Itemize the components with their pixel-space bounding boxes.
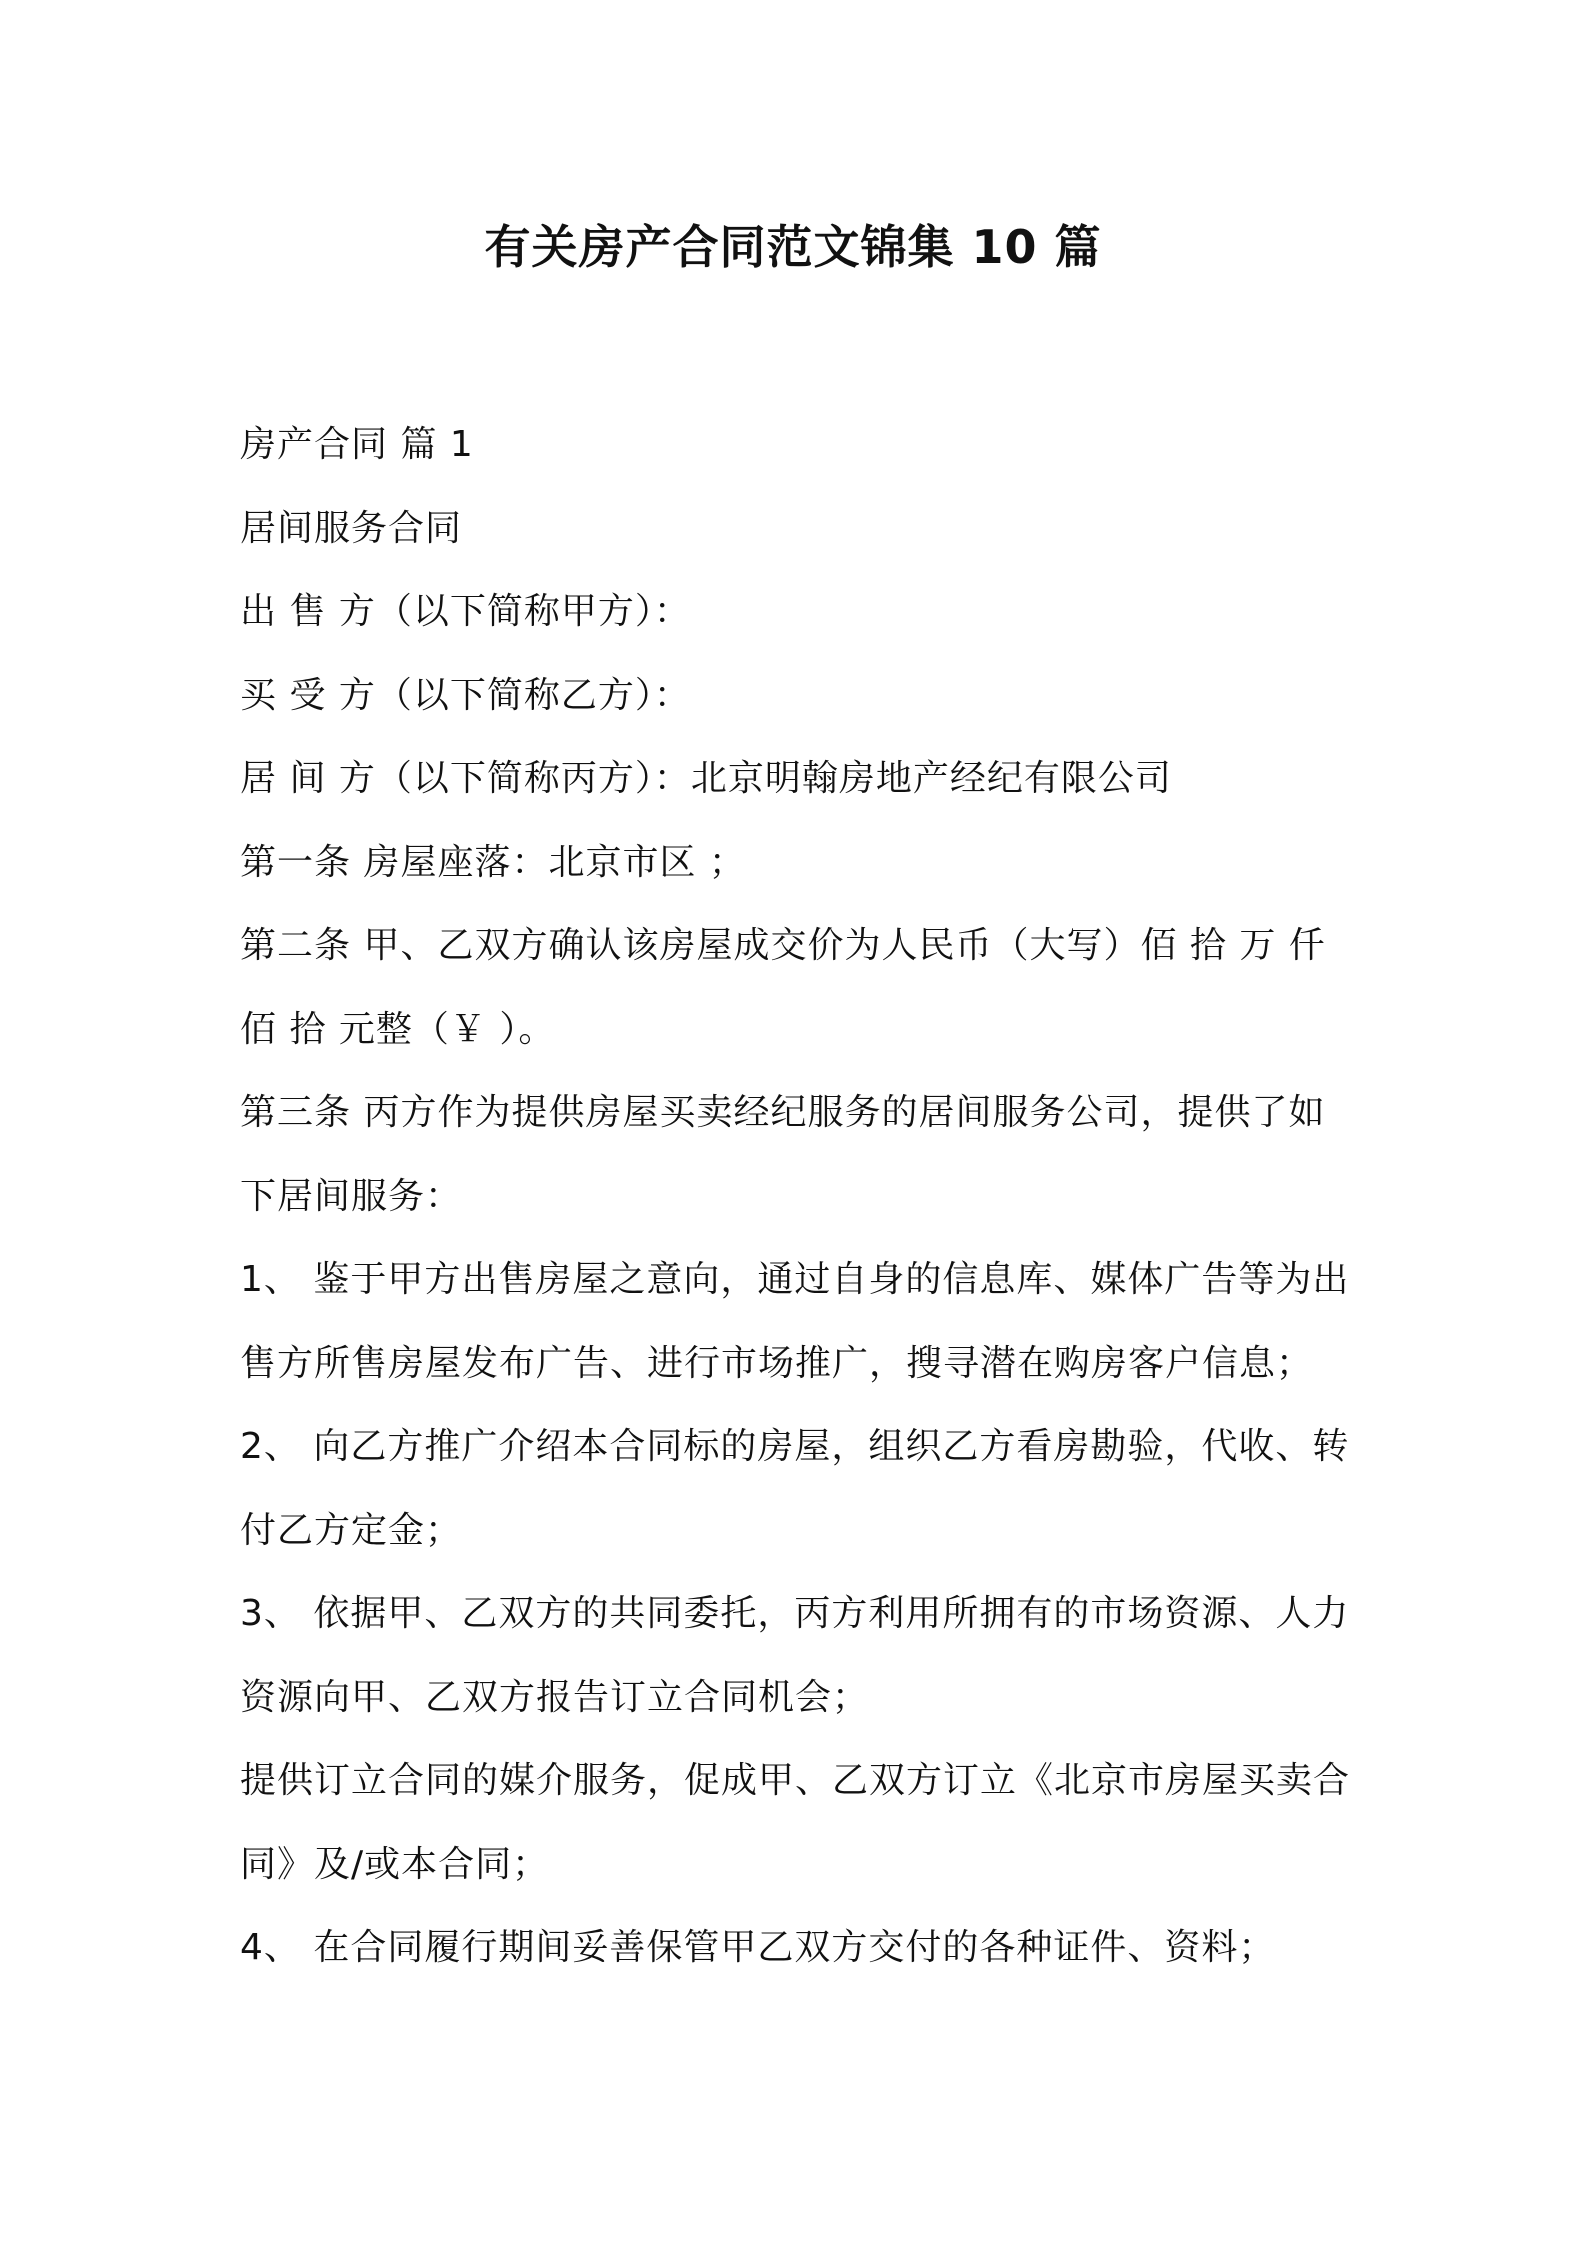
service-3-line-1: 3、 依据甲、乙双方的共同委托，丙方利用所拥有的市场资源、人力 [240,1593,1350,1634]
service-2-line-2: 付乙方定金； [240,1509,463,1551]
contract-name: 居间服务合同 [240,507,463,549]
media-service-line-1: 提供订立合同的媒介服务，促成甲、乙双方订立《北京市房屋买卖合 [240,1760,1351,1801]
service-2-line-1: 2、 向乙方推广介绍本合同标的房屋，组织乙方看房勘验，代收、转 [240,1426,1350,1467]
service-1-line-2: 售方所售房屋发布广告、进行市场推广，搜寻潜在购房客户信息； [240,1342,1314,1384]
clause-1: 第一条 房屋座落：北京市区 ； [240,841,746,883]
clause-3-line-2: 下居间服务： [240,1175,463,1217]
party-broker: 居 间 方（以下简称丙方）：北京明翰房地产经纪有限公司 [240,758,1172,799]
service-4: 4、 在合同履行期间妥善保管甲乙双方交付的各种证件、资料； [240,1927,1276,1968]
clause-2-line-1: 第二条 甲、乙双方确认该房屋成交价为人民币（大写）佰 拾 万 仟 [240,925,1326,966]
document-title: 有关房产合同范文锦集 10 篇 [484,220,1102,274]
media-service-line-2: 同》及/或本合同； [240,1843,550,1885]
clause-3-line-1: 第三条 丙方作为提供房屋买卖经纪服务的居间服务公司，提供了如 [240,1092,1326,1133]
document-body [240,403,1352,1990]
service-1-line-1: 1、 鉴于甲方出售房屋之意向，通过自身的信息库、媒体广告等为出 [240,1259,1350,1300]
section-heading: 房产合同 篇 1 [240,424,474,465]
service-3-line-2: 资源向甲、乙双方报告订立合同机会； [240,1676,870,1718]
party-buyer: 买 受 方（以下简称乙方）： [240,674,691,716]
clause-2-line-2: 佰 拾 元整（￥ ）。 [240,1008,556,1050]
party-seller: 出 售 方（以下简称甲方）： [240,591,691,632]
